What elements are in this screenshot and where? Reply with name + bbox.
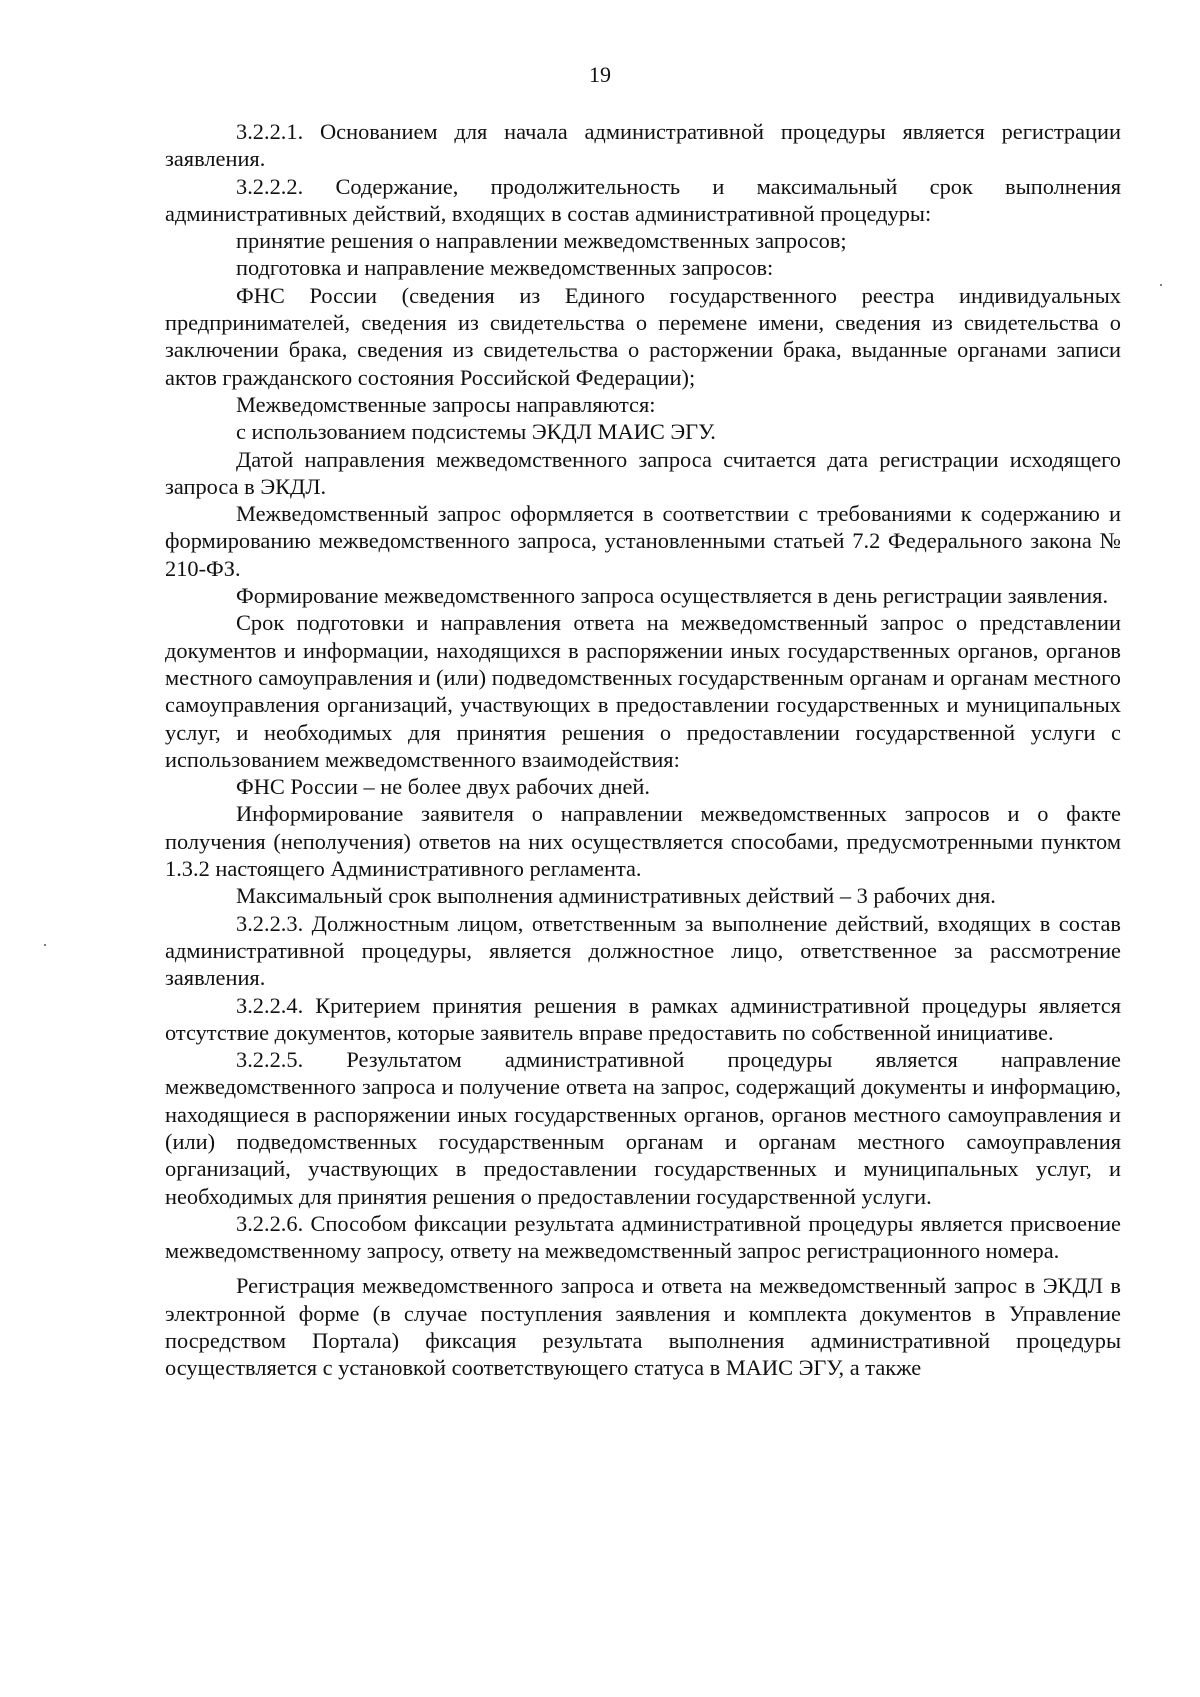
paragraph-request-date: Датой направления межведомственного запроса считается дата регистрации исходящего запроса в ЭКДЛ.	[165, 446, 1121, 499]
paragraph-3-2-2-2: 3.2.2.2. Содержание, продолжительность и максимальный срок выполнения административных действий, входящих в состав административной процедуры:	[165, 173, 1121, 226]
paragraph-3-2-2-1: 3.2.2.1. Основанием для начала административной процедуры является регистрации заявления.	[165, 119, 1121, 172]
paragraph-request-forming: Формирование межведомственного запроса осуществляется в день регистрации заявления.	[236, 583, 1109, 609]
paragraph-ekdl-subsystem: с использованием подсистемы ЭКДЛ МАИС ЭГУ.	[236, 419, 716, 445]
scan-speck	[1160, 284, 1162, 286]
paragraph-requests-sent: Межведомственные запросы направляются:	[236, 391, 656, 417]
paragraph-applicant-informing: Информирование заявителя о направлении межведомственных запросов и о факте получения (неполучения) ответов на них осуществляется способами, предусмотренными пунктом 1.3.2 настоящего Административного регламента.	[165, 801, 1121, 882]
paragraph-max-term: Максимальный срок выполнения административных действий – 3 рабочих дня.	[236, 883, 996, 909]
paragraph-request-format: Межведомственный запрос оформляется в соответствии с требованиями к содержанию и формированию межведомственного запроса, установленными статьей 7.2 Федерального закона № 210-ФЗ.	[165, 501, 1121, 581]
list-item-decision: принятие решения о направлении межведомственных запросов;	[236, 228, 847, 254]
paragraph-registration: Регистрация межведомственного запроса и ответа на межведомственный запрос в ЭКДЛ в электронной форме (в случае поступления заявления и комплекта документов в Управление посредством Портала) фиксация результата выполнения административной процедуры осуществляется с установкой соответствующего статуса в МАИС ЭГУ, а также	[165, 1273, 1121, 1381]
paragraph-3-2-2-6: 3.2.2.6. Способом фиксации результата административной процедуры является присвоение межведомственному запросу, ответу на межведомственный запрос регистрационного номера.	[165, 1210, 1121, 1264]
paragraph-fns-term: ФНС России – не более двух рабочих дней.	[236, 774, 650, 800]
page-number: 19	[589, 62, 611, 87]
paragraph-3-2-2-4: 3.2.2.4. Критерием принятия решения в рамках административной процедуры является отсутствие документов, которые заявитель вправе предоставить по собственной инициативе.	[165, 992, 1121, 1045]
scan-speck	[44, 944, 46, 946]
list-item-preparation: подготовка и направление межведомственных запросов:	[236, 255, 774, 281]
body-text	[165, 118, 1121, 1382]
paragraph-3-2-2-3: 3.2.2.3. Должностным лицом, ответственным за выполнение действий, входящих в состав административной процедуры, является должностное лицо, ответственное за рассмотрение заявления.	[165, 910, 1121, 991]
paragraph-fns-requests: ФНС России (сведения из Единого государственного реестра индивидуальных предпринимателей, сведения из свидетельства о перемене имени, сведения из свидетельства о заключении брака, сведения из свидетельства о расторжении брака, выданные органами записи актов гражданского состояния Российской Федерации);	[165, 282, 1121, 390]
paragraph-response-term: Срок подготовки и направления ответа на межведомственный запрос о представлении документов и информации, находящихся в распоряжении иных государственных органов, органов местного самоуправления и (или) подведомственных государственным органам и органам местного самоуправления организаций, участвующих в предоставлении государственных и муниципальных услуг, и необходимых для принятия решения о предоставлении государственной услуги с использованием межведомственного взаимодействия:	[165, 610, 1121, 772]
paragraph-3-2-2-5: 3.2.2.5. Результатом административной процедуры является направление межведомственного запроса и получение ответа на запрос, содержащий документы и информацию, находящиеся в распоряжении иных государственных органов, органов местного самоуправления и (или) подведомственных государственным органам и органам местного самоуправления организаций, участвующих в предоставлении государственных и муниципальных услуг, и необходимых для принятия решения о предоставлении государственной услуги.	[165, 1047, 1121, 1209]
